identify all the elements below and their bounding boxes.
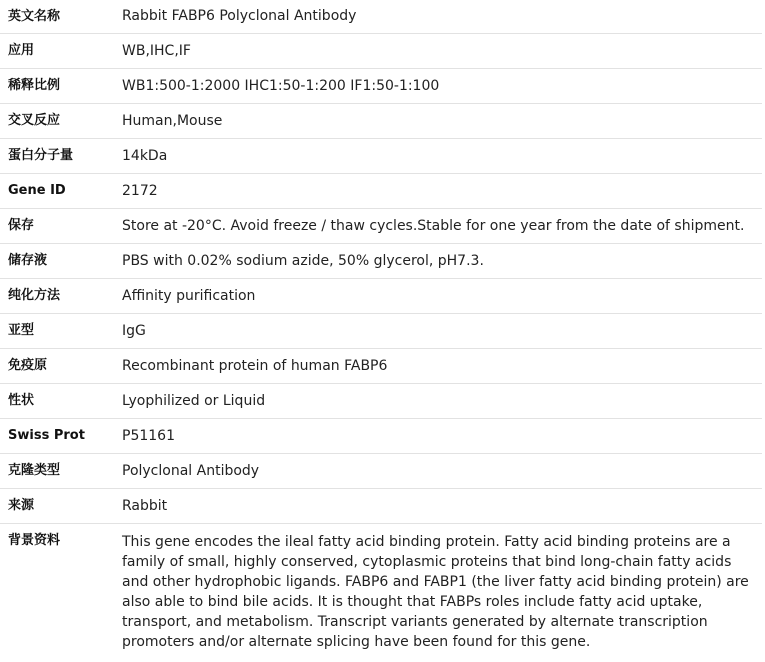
spec-value: Store at -20°C. Avoid freeze / thaw cycles.Stable for one year from the date of shipment. — [122, 218, 745, 234]
spec-key: 免疫原 — [8, 358, 48, 373]
spec-row-storage-buffer — [0, 244, 762, 279]
spec-row-molecular-weight — [0, 139, 762, 174]
spec-row-cross-reactivity — [0, 104, 762, 139]
spec-row-background — [0, 524, 762, 653]
spec-row-english-name — [0, 0, 762, 34]
spec-key: 性状 — [8, 393, 35, 408]
spec-row-clonality — [0, 454, 762, 489]
spec-row-swiss-prot — [0, 419, 762, 454]
spec-key: 克隆类型 — [8, 463, 61, 478]
spec-value-paragraph: This gene encodes the ileal fatty acid binding protein. Fatty acid binding proteins are a family of small, highly conserved, cytoplasmic proteins that bind long-chain fatty acids and other hydrophobic ligands. FABP6 and FABP1 (the liver fatty acid binding protein) are also able to bind bile acids. It is thought that FABPs roles include fatty acid uptake, transport, and metabolism. Transcript variants generated by alternate transcription promoters and/or alternate splicing have been found for this gene. — [122, 534, 749, 650]
spec-key: 亚型 — [8, 323, 35, 338]
spec-key: 交叉反应 — [8, 113, 61, 128]
spec-key: Gene ID — [8, 183, 66, 198]
spec-key: 保存 — [8, 218, 35, 233]
spec-key: 蛋白分子量 — [8, 148, 74, 163]
spec-value: WB1:500-1:2000 IHC1:50-1:200 IF1:50-1:100 — [122, 78, 440, 94]
spec-value: Rabbit — [122, 498, 168, 514]
spec-value: Recombinant protein of human FABP6 — [122, 358, 388, 374]
spec-key: 储存液 — [8, 253, 48, 268]
spec-key: Swiss Prot — [8, 428, 85, 443]
spec-value: 2172 — [122, 183, 158, 199]
spec-row-immunogen — [0, 349, 762, 384]
spec-value: Polyclonal Antibody — [122, 463, 260, 479]
spec-row-gene-id — [0, 174, 762, 209]
spec-value: P51161 — [122, 428, 175, 444]
spec-value: Human,Mouse — [122, 113, 223, 129]
spec-row-host — [0, 489, 762, 524]
spec-value: IgG — [122, 323, 146, 339]
spec-key: 纯化方法 — [8, 288, 61, 303]
spec-value: Rabbit FABP6 Polyclonal Antibody — [122, 8, 357, 24]
spec-value: Lyophilized or Liquid — [122, 393, 266, 409]
spec-value: Affinity purification — [122, 288, 256, 304]
spec-row-isotype — [0, 314, 762, 349]
spec-value: 14kDa — [122, 148, 168, 164]
spec-row-dilution — [0, 69, 762, 104]
spec-value: WB,IHC,IF — [122, 43, 191, 59]
spec-row-purification — [0, 279, 762, 314]
spec-key: 来源 — [8, 498, 35, 513]
spec-key: 稀释比例 — [8, 78, 61, 93]
spec-row-form — [0, 384, 762, 419]
spec-key: 应用 — [8, 43, 35, 58]
spec-row-storage — [0, 209, 762, 244]
spec-row-application — [0, 34, 762, 69]
spec-value: PBS with 0.02% sodium azide, 50% glycerol, pH7.3. — [122, 253, 484, 269]
spec-key: 背景资料 — [8, 533, 61, 548]
spec-key: 英文名称 — [8, 9, 61, 24]
